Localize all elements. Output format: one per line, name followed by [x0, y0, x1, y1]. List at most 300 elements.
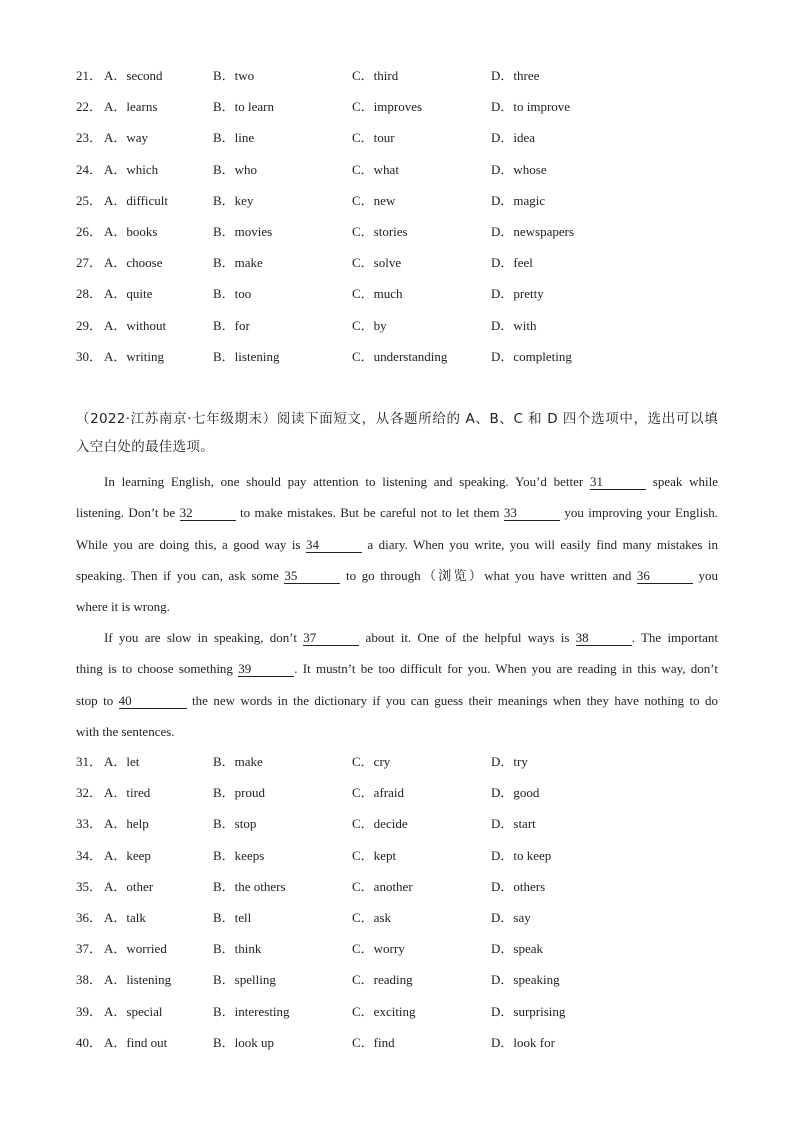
option-c — [352, 98, 422, 116]
option-text: tired — [126, 785, 151, 801]
option-d — [491, 129, 535, 147]
question-row — [0, 192, 794, 210]
blank-32: 32 — [180, 506, 236, 521]
option-letter: D． — [491, 847, 514, 863]
option-c — [352, 909, 391, 927]
option-letter: D． — [491, 785, 514, 801]
option-text: completing — [513, 348, 572, 364]
option-a — [104, 1034, 167, 1052]
number-text: 29 — [76, 317, 89, 333]
option-a — [104, 67, 163, 85]
option-letter: A． — [104, 130, 127, 146]
option-text: third — [373, 68, 399, 83]
option-a — [104, 348, 164, 366]
option-d — [491, 192, 545, 210]
number-dot: ． — [89, 972, 103, 988]
option-text: worry — [373, 941, 405, 957]
option-text: help — [126, 816, 149, 832]
option-b — [213, 317, 250, 335]
option-letter: B． — [213, 941, 235, 957]
option-d — [491, 317, 537, 335]
number-dot: ． — [89, 99, 103, 115]
question-row — [0, 753, 794, 771]
option-text: way — [126, 130, 149, 146]
option-letter: A． — [104, 1003, 127, 1019]
option-d — [491, 971, 560, 989]
option-letter: A． — [104, 785, 127, 801]
option-text: idea — [513, 130, 536, 146]
option-c — [352, 1003, 416, 1021]
number-dot: ． — [89, 317, 103, 333]
option-a — [104, 98, 157, 116]
option-letter: C． — [352, 1003, 374, 1019]
number-text: 23 — [76, 130, 89, 146]
option-b — [213, 1034, 274, 1052]
option-text: choose — [126, 255, 163, 271]
question-row — [0, 784, 794, 802]
passage-line: speaking. Then if you can, ask some 35 to go through（浏览）what you have written and 36 you — [76, 567, 718, 583]
question-row — [0, 1003, 794, 1021]
question-row — [0, 223, 794, 241]
option-letter: B． — [213, 878, 235, 894]
option-a — [104, 815, 149, 833]
option-letter: B． — [213, 255, 235, 271]
option-letter: C． — [352, 878, 374, 894]
option-text: with — [513, 317, 537, 333]
option-c — [352, 971, 413, 989]
option-c — [352, 192, 395, 210]
option-letter: D． — [491, 99, 514, 115]
option-text: another — [373, 878, 413, 894]
question-row — [0, 940, 794, 958]
option-text: difficult — [126, 192, 169, 208]
option-letter: A． — [104, 192, 127, 208]
option-text: to keep — [513, 847, 552, 863]
option-text: other — [126, 878, 154, 894]
option-text: listening — [126, 972, 172, 988]
option-text: to improve — [513, 99, 571, 115]
option-text: think — [234, 941, 262, 957]
number-text: 36 — [76, 910, 89, 925]
option-text: whose — [513, 161, 547, 177]
option-text: try — [513, 754, 528, 769]
option-text: which — [126, 161, 159, 177]
number-dot: ． — [89, 754, 103, 769]
option-text: solve — [373, 255, 402, 271]
number-text: 39 — [76, 1003, 89, 1019]
option-d — [491, 67, 539, 85]
number-text: 40 — [76, 1034, 89, 1050]
option-text: tour — [373, 130, 395, 146]
option-letter: B． — [213, 317, 235, 333]
question-number — [76, 67, 102, 85]
question-row — [0, 317, 794, 335]
option-d — [491, 940, 543, 958]
option-b — [213, 815, 256, 833]
option-letter: A． — [104, 847, 127, 863]
question-number — [76, 847, 102, 865]
question-row — [0, 1034, 794, 1052]
passage-line: In learning English, one should pay attention to listening and speaking. You’d better 31 speak while — [104, 474, 718, 489]
option-d — [491, 909, 531, 927]
option-letter: C． — [352, 255, 374, 271]
option-letter: D． — [491, 878, 514, 894]
option-text: look up — [234, 1034, 275, 1050]
option-letter: A． — [104, 99, 127, 115]
option-d — [491, 878, 545, 896]
number-dot: ． — [89, 1003, 103, 1019]
option-c — [352, 940, 405, 958]
option-text: make — [234, 255, 263, 271]
option-d — [491, 348, 572, 366]
option-letter: D． — [491, 161, 514, 177]
option-letter: B． — [213, 816, 235, 832]
option-letter: A． — [104, 317, 127, 333]
blank-40: 40 — [119, 694, 187, 709]
option-text: movies — [234, 224, 273, 239]
option-a — [104, 1003, 162, 1021]
option-b — [213, 878, 286, 896]
question-row — [0, 129, 794, 147]
option-letter: B． — [213, 910, 235, 925]
option-b — [213, 784, 265, 802]
option-letter: C． — [352, 941, 374, 957]
option-letter: B． — [213, 972, 235, 988]
option-text: good — [513, 785, 540, 801]
question-number — [76, 753, 102, 771]
option-text: afraid — [373, 785, 404, 801]
option-letter: B． — [213, 99, 235, 115]
option-letter: D． — [491, 286, 514, 302]
blank-33: 33 — [504, 506, 560, 521]
blank-31: 31 — [590, 475, 646, 490]
question-row — [0, 254, 794, 272]
option-letter: A． — [104, 68, 127, 83]
option-text: to learn — [234, 99, 275, 115]
number-dot: ． — [89, 348, 103, 364]
option-text: reading — [373, 972, 413, 988]
option-letter: A． — [104, 348, 127, 364]
option-letter: D． — [491, 255, 514, 271]
option-text: cry — [373, 754, 391, 769]
number-dot: ． — [89, 286, 103, 302]
question-number — [76, 285, 102, 303]
question-number — [76, 909, 102, 927]
blank-36: 36 — [637, 569, 693, 584]
option-b — [213, 971, 276, 989]
option-d — [491, 254, 533, 272]
option-letter: D． — [491, 972, 514, 988]
question-number — [76, 348, 102, 366]
passage-paragraph-1 — [76, 466, 718, 622]
option-text: second — [126, 68, 163, 83]
number-dot: ． — [89, 1034, 103, 1050]
option-a — [104, 847, 151, 865]
option-c — [352, 753, 390, 771]
number-dot: ． — [89, 224, 103, 239]
question-number — [76, 317, 102, 335]
number-text: 34 — [76, 847, 89, 863]
blank-37: 37 — [303, 631, 359, 646]
option-letter: C． — [352, 286, 374, 302]
option-d — [491, 1003, 565, 1021]
option-a — [104, 971, 171, 989]
option-letter: C． — [352, 1034, 374, 1050]
option-text: writing — [126, 348, 164, 364]
option-text: look for — [513, 1034, 555, 1050]
option-text: ask — [373, 910, 392, 925]
option-text: start — [513, 816, 536, 832]
passage-line: thing is to choose something 39 . It mustn’t be too difficult for you. When you are reading in this way, don’t — [76, 661, 718, 677]
option-letter: A． — [104, 1034, 127, 1050]
option-letter: B． — [213, 1034, 235, 1050]
option-letter: C． — [352, 910, 374, 925]
option-text: books — [126, 224, 158, 239]
number-text: 30 — [76, 348, 89, 364]
option-letter: D． — [491, 1003, 514, 1019]
option-d — [491, 847, 551, 865]
option-c — [352, 67, 398, 85]
option-text: talk — [126, 910, 146, 925]
number-dot: ． — [89, 785, 103, 801]
option-letter: D． — [491, 941, 514, 957]
option-letter: C． — [352, 161, 374, 177]
option-text: speaking — [513, 972, 560, 988]
question-number — [76, 815, 102, 833]
question-row — [0, 909, 794, 927]
passage-paragraph-2 — [76, 622, 718, 747]
number-dot: ． — [89, 878, 103, 894]
number-dot: ． — [89, 192, 103, 208]
option-c — [352, 348, 447, 366]
option-a — [104, 254, 163, 272]
option-text: speak — [513, 941, 543, 957]
option-letter: A． — [104, 754, 127, 769]
option-c — [352, 223, 408, 241]
number-text: 32 — [76, 785, 89, 801]
number-text: 22 — [76, 99, 89, 115]
question-number — [76, 223, 102, 241]
option-letter: D． — [491, 317, 514, 333]
option-text: new — [373, 192, 396, 208]
question-number — [76, 784, 102, 802]
option-c — [352, 784, 404, 802]
option-letter: B． — [213, 785, 235, 801]
option-letter: A． — [104, 286, 127, 302]
passage-line: If you are slow in speaking, don’t 37 about it. One of the helpful ways is 38 . The important — [104, 630, 718, 645]
option-c — [352, 1034, 395, 1052]
option-letter: A． — [104, 941, 127, 957]
number-text: 35 — [76, 878, 89, 894]
option-d — [491, 1034, 555, 1052]
option-b — [213, 67, 254, 85]
option-letter: C． — [352, 816, 374, 832]
option-a — [104, 878, 153, 896]
question-row — [0, 878, 794, 896]
question-row — [0, 815, 794, 833]
question-row — [0, 847, 794, 865]
option-letter: B． — [213, 847, 235, 863]
question-number — [76, 254, 102, 272]
passage-line: listening. Don’t be 32 to make mistakes. But be careful not to let them 33 you improving your English. — [76, 505, 719, 521]
option-letter: C． — [352, 785, 374, 801]
blank-34: 34 — [306, 538, 362, 553]
number-text: 37 — [76, 941, 89, 957]
option-letter: B． — [213, 192, 235, 208]
option-text: magic — [513, 192, 546, 208]
option-letter: D． — [491, 754, 514, 769]
option-text: others — [513, 878, 546, 894]
option-text: stories — [373, 224, 408, 239]
option-text: the others — [234, 878, 286, 894]
option-d — [491, 161, 547, 179]
option-text: interesting — [234, 1003, 290, 1019]
option-b — [213, 348, 279, 366]
option-text: newspapers — [513, 224, 575, 239]
option-letter: D． — [491, 68, 514, 83]
option-b — [213, 940, 261, 958]
option-letter: B． — [213, 130, 235, 146]
option-a — [104, 161, 158, 179]
option-text: by — [373, 317, 387, 333]
option-c — [352, 161, 399, 179]
option-text: who — [234, 161, 258, 177]
option-text: much — [373, 286, 403, 302]
option-letter: D． — [491, 348, 514, 364]
option-a — [104, 223, 157, 241]
option-text: understanding — [373, 348, 448, 364]
option-text: feel — [513, 255, 533, 271]
option-letter: C． — [352, 972, 374, 988]
number-dot: ． — [89, 68, 103, 83]
option-letter: A． — [104, 161, 127, 177]
option-text: line — [234, 130, 255, 146]
section-heading — [76, 405, 718, 461]
option-letter: A． — [104, 972, 127, 988]
blank-35: 35 — [284, 569, 340, 584]
option-d — [491, 223, 574, 241]
question-number — [76, 971, 102, 989]
option-letter: B． — [213, 754, 235, 769]
option-d — [491, 285, 544, 303]
option-letter: C． — [352, 754, 374, 769]
number-text: 38 — [76, 972, 89, 988]
option-b — [213, 847, 264, 865]
option-letter: A． — [104, 255, 127, 271]
option-text: without — [126, 317, 167, 333]
option-text: decide — [373, 816, 408, 832]
option-letter: C． — [352, 130, 374, 146]
option-b — [213, 223, 272, 241]
question-number — [76, 98, 102, 116]
option-a — [104, 753, 139, 771]
option-letter: A． — [104, 878, 127, 894]
option-text: key — [234, 192, 254, 208]
option-text: learns — [126, 99, 158, 115]
option-text: find out — [126, 1034, 168, 1050]
option-text: too — [234, 286, 252, 302]
question-number — [76, 129, 102, 147]
option-letter: B． — [213, 161, 235, 177]
number-text: 28 — [76, 286, 89, 302]
option-b — [213, 129, 254, 147]
option-c — [352, 285, 403, 303]
question-row — [0, 161, 794, 179]
option-c — [352, 847, 396, 865]
number-dot: ． — [89, 816, 103, 832]
option-a — [104, 940, 167, 958]
option-c — [352, 815, 408, 833]
option-b — [213, 192, 253, 210]
option-text: let — [126, 754, 140, 769]
option-letter: D． — [491, 192, 514, 208]
question-row — [0, 348, 794, 366]
option-letter: B． — [213, 1003, 235, 1019]
question-row — [0, 98, 794, 116]
number-dot: ． — [89, 255, 103, 271]
number-text: 33 — [76, 816, 89, 832]
option-a — [104, 192, 168, 210]
option-text: pretty — [513, 286, 544, 302]
option-letter: C． — [352, 317, 374, 333]
question-row — [0, 971, 794, 989]
option-letter: B． — [213, 224, 235, 239]
number-dot: ． — [89, 847, 103, 863]
option-text: worried — [126, 941, 167, 957]
option-text: find — [373, 1034, 395, 1050]
number-text: 25 — [76, 192, 89, 208]
option-b — [213, 161, 257, 179]
option-text: make — [234, 754, 263, 769]
option-letter: A． — [104, 224, 127, 239]
option-text: stop — [234, 816, 257, 832]
option-letter: D． — [491, 1034, 514, 1050]
option-text: say — [513, 910, 531, 925]
option-text: listening — [234, 348, 280, 364]
option-letter: C． — [352, 192, 374, 208]
option-b — [213, 285, 251, 303]
option-letter: C． — [352, 68, 374, 83]
question-row — [0, 67, 794, 85]
option-text: improves — [373, 99, 423, 115]
option-d — [491, 784, 539, 802]
option-letter: A． — [104, 910, 127, 925]
option-text: two — [234, 68, 255, 83]
number-text: 26 — [76, 224, 89, 239]
question-number — [76, 940, 102, 958]
option-b — [213, 1003, 290, 1021]
blank-38: 38 — [576, 631, 632, 646]
question-number — [76, 878, 102, 896]
option-letter: D． — [491, 910, 514, 925]
number-dot: ． — [89, 130, 103, 146]
number-text: 31 — [76, 754, 89, 769]
option-text: for — [234, 317, 250, 333]
option-letter: C． — [352, 847, 374, 863]
option-text: three — [513, 68, 540, 83]
option-a — [104, 784, 150, 802]
option-letter: C． — [352, 224, 374, 239]
option-c — [352, 317, 387, 335]
passage-line: stop to 40 the new words in the dictionary if you can guess their meanings when they have nothing to do — [76, 692, 718, 708]
option-c — [352, 878, 413, 896]
passage-line: where it is wrong. — [76, 599, 170, 615]
question-number — [76, 161, 102, 179]
option-letter: C． — [352, 99, 374, 115]
passage-line: with the sentences. — [76, 723, 175, 739]
option-b — [213, 753, 263, 771]
option-text: kept — [373, 847, 397, 863]
